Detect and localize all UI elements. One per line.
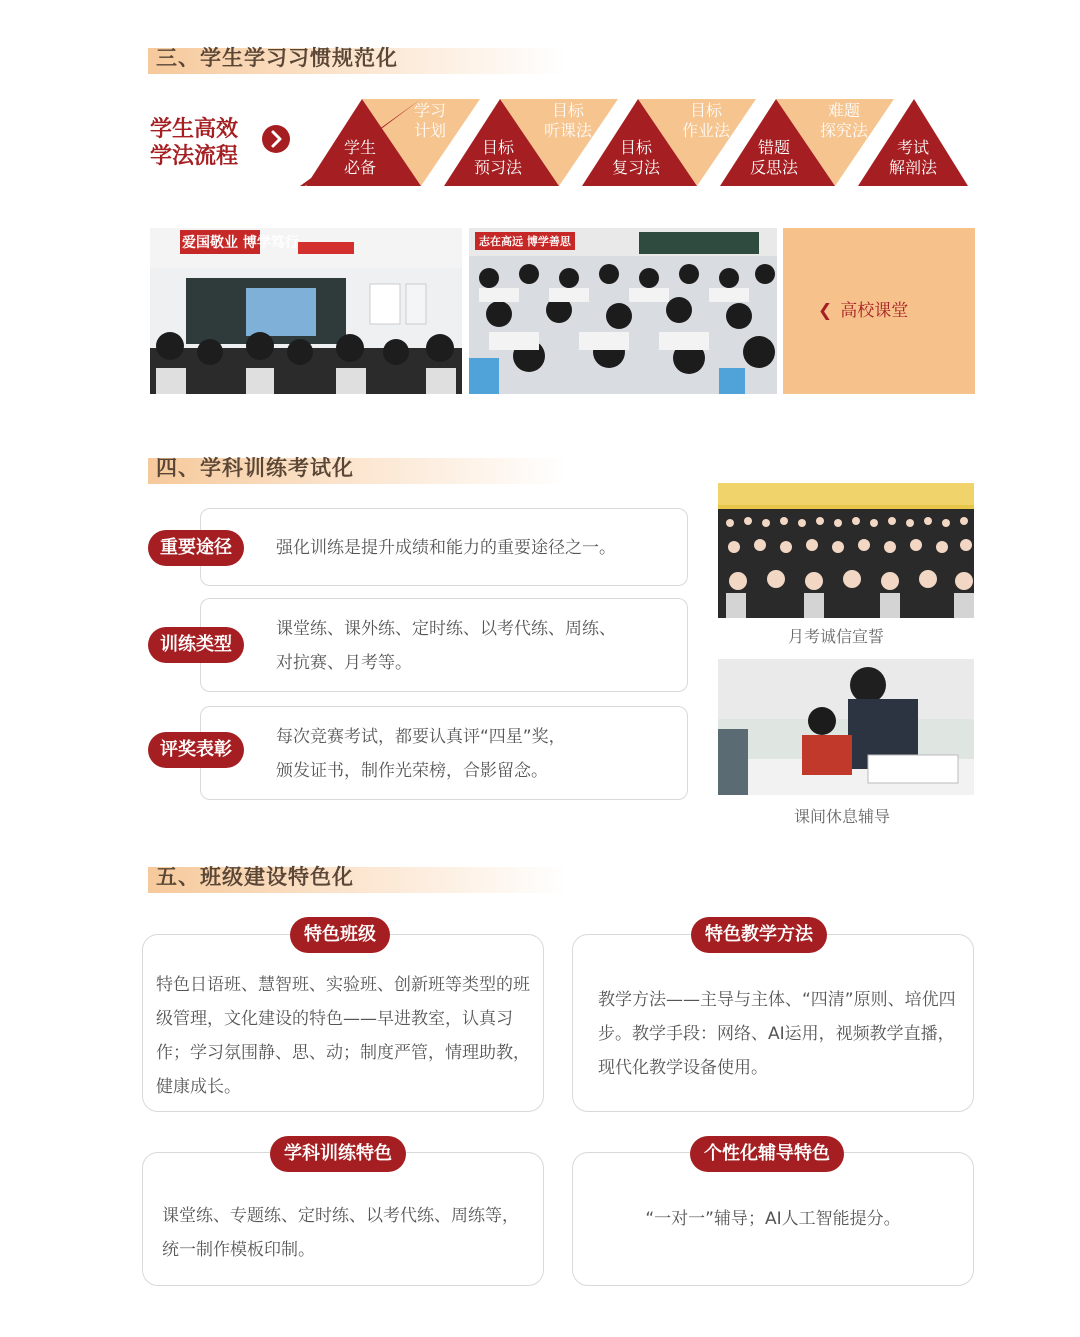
classroom-photo-1 (150, 228, 462, 394)
row-text: 每次竞赛考试，都要认真评“四星”奖， 颁发证书，制作光荣榜，合影留念。 (276, 727, 566, 781)
row-tag: 评奖表彰 (148, 732, 244, 768)
row-text: 课堂练、课外练、定时练、以考代练、周练、 对抗赛、月考等。 (276, 619, 616, 673)
section4-header (148, 458, 568, 484)
card-tag: 特色班级 (290, 917, 390, 953)
section3-header (148, 48, 568, 74)
photo2-banner: 志在高远 博学善思 (479, 235, 571, 248)
flow-step-label: 难题 探究法 (819, 101, 868, 140)
photo1-banner: 爱国敬业 博学笃行 (182, 235, 299, 251)
card-tag: 学科训练特色 (270, 1136, 406, 1172)
flow-step-label: 学习 计划 (413, 101, 446, 140)
tutoring-photo (718, 659, 974, 795)
classroom-photo-2 (469, 228, 777, 394)
flow-step-label: 错题 反思法 (749, 138, 798, 177)
card-tag: 个性化辅导特色 (690, 1136, 844, 1172)
tutoring-photo-caption: 课间休息辅导 (794, 807, 891, 826)
flow-step-label: 目标 听课法 (543, 101, 592, 140)
flow-step-label: 目标 复习法 (611, 138, 660, 177)
row-tag: 训练类型 (148, 627, 244, 663)
card-text: “一对一”辅导；AI人工智能提分。 (645, 1209, 901, 1229)
row-tag: 重要途径 (148, 530, 244, 566)
section5-header (148, 867, 568, 893)
section5-title: 五、班级建设特色化 (156, 865, 354, 889)
chevron-left-icon: ❮ (818, 301, 833, 321)
section3-title: 三、学生学习习惯规范化 (156, 46, 398, 70)
card-tag: 特色教学方法 (691, 917, 827, 953)
side-panel-label: ❮ 高校课堂 (818, 301, 909, 321)
chevron-right-icon (262, 125, 290, 153)
row-text: 强化训练是提升成绩和能力的重要途径之一。 (276, 538, 616, 558)
card-text: 教学方法——主导与主体、“四清”原则、培优四步。教学手段：网络、AI运用，视频教学直播，现代化教学设备使用。 (598, 990, 956, 1078)
flow-title: 学生高效 学法流程 (150, 117, 239, 169)
flow-step-label: 考试 解剖法 (888, 138, 937, 177)
oath-photo-caption: 月考诚信宣誓 (788, 627, 885, 646)
card-text: 特色日语班、慧智班、实验班、创新班等类型的班级管理，文化建设的特色——早进教室，认真习作；学习氛围静、思、动；制度严管，情理助教，健康成长。 (156, 975, 530, 1097)
oath-photo (718, 483, 974, 618)
section4-title: 四、学科训练考试化 (156, 456, 354, 480)
flow-step-label: 目标 作业法 (681, 101, 730, 140)
flow-step-label: 目标 预习法 (473, 138, 522, 177)
flow-step-label: 学生 必备 (343, 138, 376, 177)
card-text: 课堂练、专题练、定时练、以考代练、周练等，统一制作模板印制。 (162, 1206, 519, 1260)
